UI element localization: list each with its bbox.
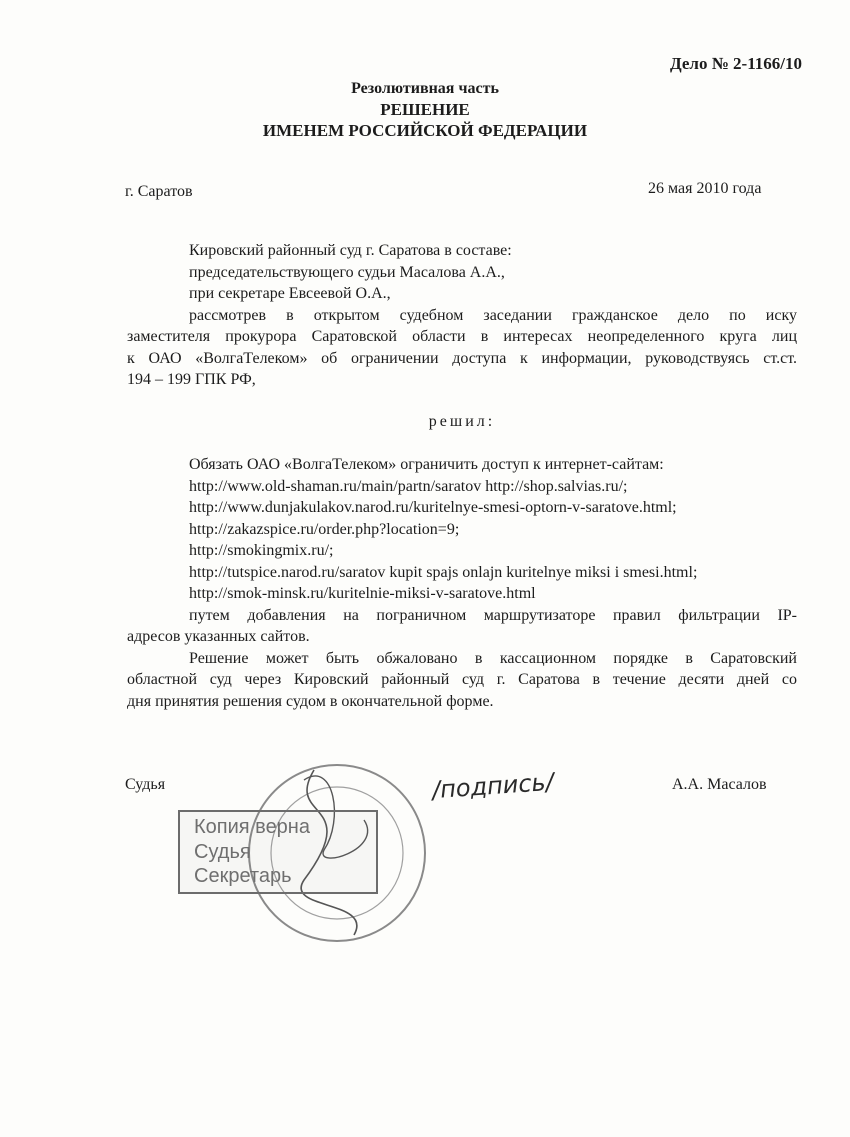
heading-subtitle: ИМЕНЕМ РОССИЙСКОЙ ФЕДЕРАЦИИ <box>262 121 588 140</box>
intro-line-3: при секретаре Евсеевой О.А., <box>189 285 391 302</box>
stamp-line-3: Секретарь <box>194 865 292 887</box>
handwritten-signature: /подпись/ <box>431 767 555 805</box>
stamp-line-1: Копия верна <box>194 816 310 838</box>
place: г. Саратов <box>125 183 193 200</box>
order-method-line-1: путем добавления на пограничном маршрутизаторе правил фильтрации IP- <box>189 606 797 624</box>
heading-title: РЕШЕНИЕ <box>380 100 470 119</box>
stamp-line-2: Судья <box>194 841 251 863</box>
site-list-item: http://www.dunjakulakov.narod.ru/kuritelnye-smesi-optorn-v-saratove.html; <box>189 499 677 516</box>
intro-line-2: председательствующего судьи Масалова А.А., <box>189 263 505 281</box>
document-heading <box>0 78 850 141</box>
appeal-line-2: областной суд через Кировский районный суд г. Саратова в течение десяти дней со <box>127 671 797 688</box>
appeal-line-1: Решение может быть обжаловано в кассационном порядке в Саратовский <box>189 649 797 667</box>
case-number: Дело № 2-1166/10 <box>669 54 802 73</box>
site-list-item: http://zakazspice.ru/order.php?location=9; <box>189 520 460 538</box>
site-list-item: http://smokingmix.ru/; <box>189 542 334 559</box>
intro-para-line-2: заместителя прокурора Саратовской области в интересах неопределенного круга лиц <box>127 328 797 345</box>
appeal-line-3: дня принятия решения судом в окончательной форме. <box>127 692 494 710</box>
judge-name: А.А. Масалов <box>672 776 767 793</box>
copy-stamp <box>178 810 378 894</box>
order-lead: Обязать ОАО «ВолгаТелеком» ограничить доступ к интернет-сайтам: <box>189 456 664 473</box>
site-list-item: http://tutspice.narod.ru/saratov kupit spajs onlajn kuritelnye miksi i smesi.html; <box>189 563 698 581</box>
date: 26 мая 2010 года <box>648 180 762 197</box>
resolved-label: решил: <box>428 412 496 430</box>
site-list-item: http://www.old-shaman.ru/main/partn/saratov http://shop.salvias.ru/; <box>189 477 628 495</box>
intro-para-line-3: к ОАО «ВолгаТелеком» об ограничении доступа к информации, руководствуясь ст.ст. <box>127 349 797 367</box>
intro-para-line-1: рассмотрев в открытом судебном заседании гражданское дело по иску <box>189 306 797 324</box>
intro-para-line-4: 194 – 199 ГПК РФ, <box>127 371 256 388</box>
intro-line-1: Кировский районный суд г. Саратова в составе: <box>189 242 512 259</box>
heading-part: Резолютивная часть <box>351 80 499 97</box>
order-method-line-2: адресов указанных сайтов. <box>127 628 310 645</box>
document-body <box>127 240 797 712</box>
judge-label: Судья <box>125 776 166 793</box>
site-list-item: http://smok-minsk.ru/kuritelnie-miksi-v-saratove.html <box>189 585 536 602</box>
